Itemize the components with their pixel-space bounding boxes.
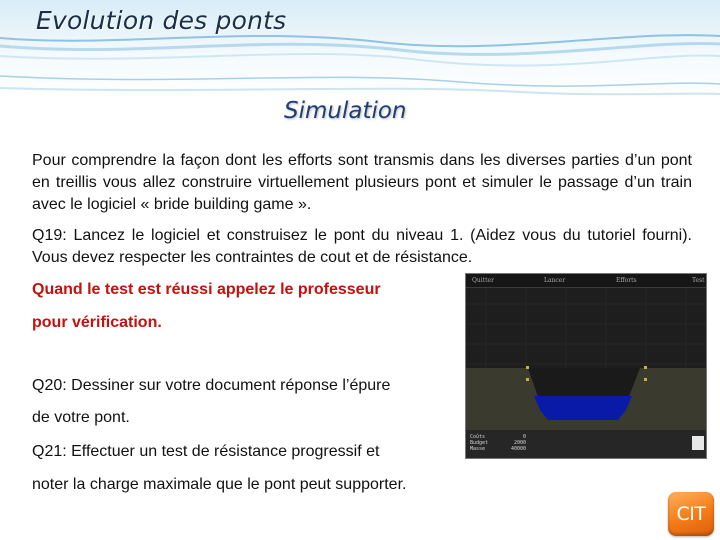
teacher-call-line-1: Quand le test est réussi appelez le professeur [32, 281, 381, 298]
teacher-call-line-2: pour vérification. [32, 314, 162, 331]
menu-quitter: Quitter [472, 277, 494, 284]
section-subtitle: Simulation [284, 98, 407, 124]
cit-logo: CIT [668, 492, 714, 536]
game-menu-bar [466, 274, 706, 288]
menu-efforts: Efforts [616, 277, 637, 284]
question-20-line-2: de votre pont. [32, 409, 130, 426]
intro-paragraph: Pour comprendre la façon dont les efforts sont transmis dans les diverses parties d’un pont en treillis vous allez construire virtuellement plusieurs pont et simuler le passage d’un train avec le logiciel « bride building game ». [32, 152, 692, 213]
river-water [534, 396, 632, 420]
stat-row: Coûts 0 [470, 434, 526, 440]
question-21-line-2: noter la charge maximale que le pont peut supporter. [32, 476, 407, 493]
stat-row: Budget 2000 [470, 440, 526, 446]
page-title: Evolution des ponts [36, 6, 287, 35]
bridge-game-screenshot [466, 274, 706, 458]
question-21-line-1: Q21: Effectuer un test de résistance progressif et [32, 443, 380, 460]
menu-lancer: Lancer [544, 277, 566, 284]
question-19: Q19: Lancez le logiciel et construisez le pont du niveau 1. (Aidez vous du tutoriel fourni). Vous devez respecter les contraintes de cout et de résistance. [32, 227, 692, 266]
stat-row: Masse 40000 [470, 446, 526, 452]
menu-test: Test [692, 277, 705, 284]
game-stats [470, 434, 526, 452]
question-20-line-1: Q20: Dessiner sur votre document réponse l’épure [32, 377, 391, 394]
